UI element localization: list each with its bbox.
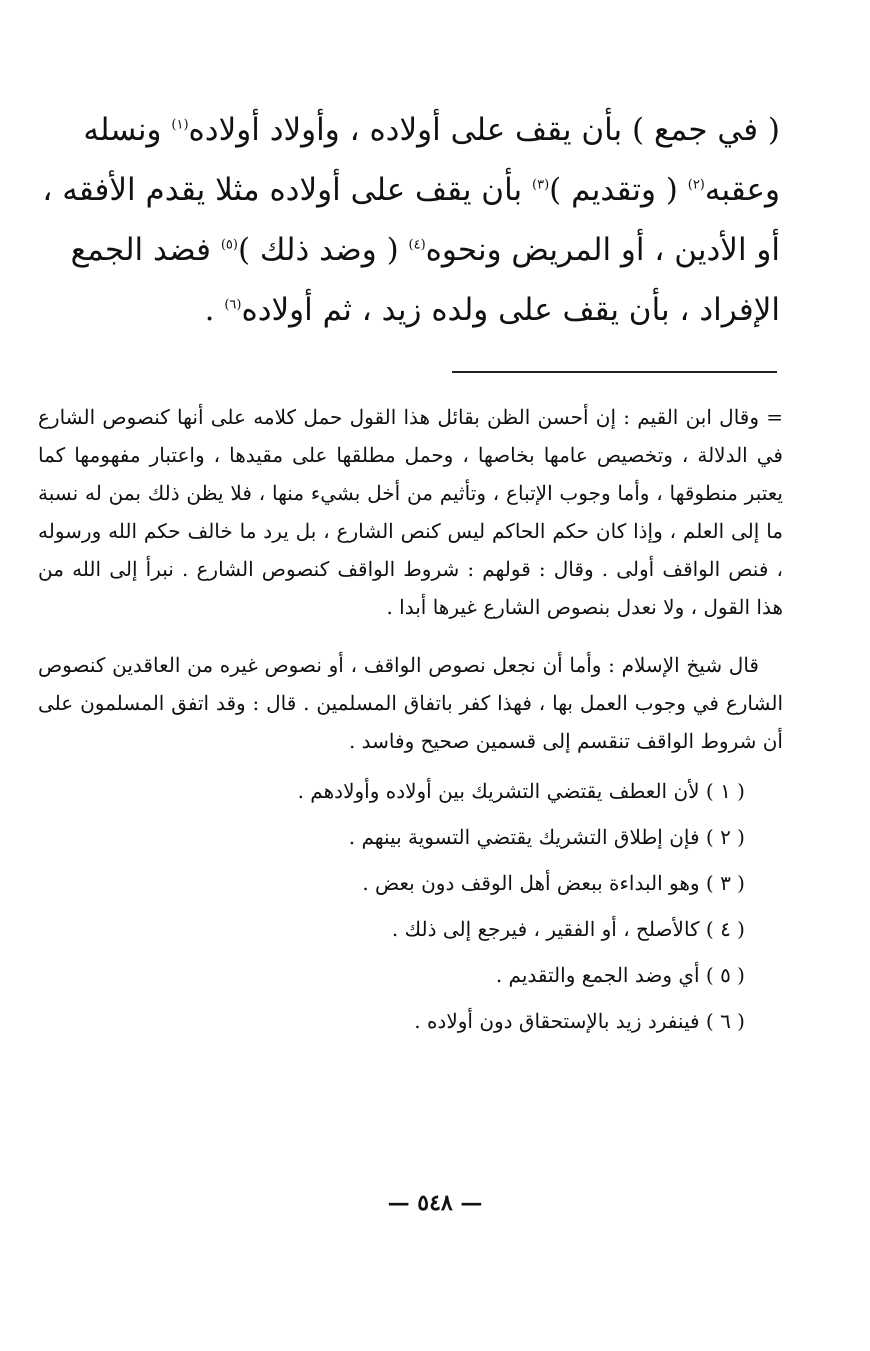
footnote-item-2: ( ٢ ) فإن إطلاق التشريك يقتضي التسوية بينهم .: [348, 825, 745, 849]
footnote-ref-2: (٢): [687, 177, 705, 193]
footnote-item-5: ( ٥ ) أي وضد الجمع والتقديم .: [495, 963, 745, 987]
main-line-2-mid: ( وتقديم ): [549, 172, 678, 208]
main-line-2-end: بأن يقف على أولاده مثلا يقدم الأفقه ،: [42, 172, 523, 208]
main-line-3-mid: ( وضد ذلك ): [237, 232, 399, 268]
footnote-paragraph-1: = وقال ابن القيم : إن أحسن الظن بقائل هذا القول حمل كلامه على أنها كنصوص الشارع في الدلالة ، وتخصيص عامها بخاصها ، وحمل مطلقها على مقيدها ، واعتبار مفهومها كما يعتبر منطوقها ، وأما وجوب الإتباع ، وتأثيم من أخل بشيء منها ، فلا يظن ذلك بمن له نسبة ما إلى العلم ، وإذا كان حكم الحاكم ليس كنص الشارع ، بل يرد ما خالف حكم الله ورسوله ، فنص الواقف أولى . وقال : قولهم : شروط الواقف كنصوص الشارع . نبرأ إلى الله من هذا القول ، ولا نعدل بنصوص الشارع غيرها أبدا .: [38, 405, 783, 619]
main-line-1: [40, 100, 780, 160]
main-line-1-text: ( في جمع ) بأن يقف على أولاده ، وأولاد أولاده: [188, 112, 780, 148]
footnote-item-4: ( ٤ ) كالأصلح ، أو الفقير ، فيرجع إلى ذلك .: [391, 917, 745, 941]
footnote-ref-6: (٦): [224, 297, 242, 313]
main-line-4-end: .: [204, 292, 215, 328]
footnotes: [38, 398, 783, 1044]
main-text: [40, 100, 780, 340]
main-line-2-start: وعقبه: [704, 172, 780, 208]
main-line-2: [40, 160, 780, 220]
main-text-block: [40, 100, 780, 340]
main-line-1-end: ونسله: [83, 112, 162, 148]
footnote-divider: [452, 371, 777, 373]
footnote-ref-4: (٤): [408, 237, 426, 253]
footnote-item-1: ( ١ ) لأن العطف يقتضي التشريك بين أولاده وأولادهم .: [297, 779, 745, 803]
main-line-3-end: فضد الجمع: [70, 232, 211, 268]
footnote-ref-1: (١): [171, 117, 189, 133]
footnote-paragraph-2: قال شيخ الإسلام : وأما أن نجعل نصوص الواقف ، أو نصوص غيره من العاقدين كنصوص الشارع في وجوب العمل بها ، فهذا كفر باتفاق المسلمين . قال : وقد اتفق المسلمون على أن شروط الواقف تنقسم إلى قسمين صحيح وفاسد .: [38, 653, 783, 753]
page-number: — ٥٤٨ —: [387, 1190, 483, 1216]
main-line-4-text: الإفراد ، بأن يقف على ولده زيد ، ثم أولاده: [241, 292, 780, 328]
footnote-item-3: ( ٣ ) وهو البداءة ببعض أهل الوقف دون بعض .: [362, 871, 745, 895]
footnote-ref-3: (٣): [532, 177, 550, 193]
paragraph-gap: [38, 626, 783, 646]
footnote-item-6: ( ٦ ) فينفرد زيد بالإستحقاق دون أولاده .: [414, 1009, 745, 1033]
footnote-ref-5: (٥): [220, 237, 238, 253]
main-line-4: [40, 280, 780, 340]
main-line-3: [40, 220, 780, 280]
list-gap: [38, 760, 783, 768]
main-line-3-start: أو الأدين ، أو المريض ونحوه: [425, 232, 780, 268]
